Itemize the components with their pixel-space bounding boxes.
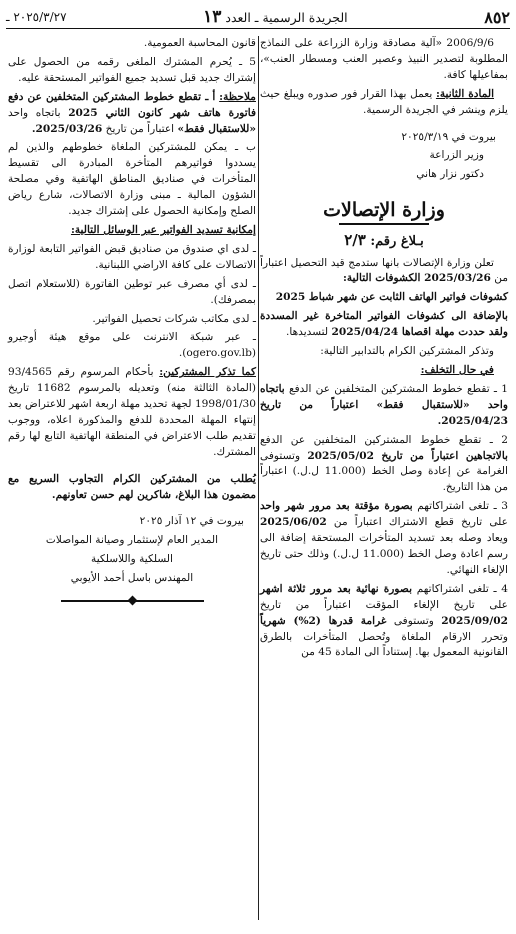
measure-3-mid: على تاريخ قطع الاشتراك اعتباراً من	[333, 516, 508, 529]
payment-option-1: ـ لدى اي صندوق من صناديق قبض الفواتير التابعة لوزارة الاتصالات على كافة الاراضي اللبنانية.	[8, 242, 256, 271]
notice-value: ٢/٣	[344, 230, 366, 249]
measure-4-tail: وتحرر الارقام الملغاة وتُحصل المتأخرات بالطرق القانونية المعمول بها. إستناداً الى المادة 45 من	[260, 630, 508, 659]
measure-2-bold: بالاتجاهين اعتباراً من تاريخ 2025/05/02	[307, 449, 508, 462]
right-column	[260, 36, 508, 664]
measure-3-text: 3 ـ تلغى اشتراكاتهم	[417, 500, 508, 513]
measure-4-bold: بصورة نهائية بعد مرور ثلاثة اشهر	[260, 582, 413, 595]
note-a-date: 2025/03/26.	[31, 122, 103, 135]
publication-title	[67, 7, 485, 27]
accounting-law: قانون المحاسبة العمومية.	[143, 37, 256, 49]
signature-date: بيروت في ٢٠٢٥/٣/١٩	[401, 130, 496, 143]
notice-intro-date: 2025/03/26 الكشوفات التالية:	[342, 272, 491, 285]
reminder-text: وتذكر المشتركين الكرام بالتدابير التالية:	[320, 345, 494, 358]
notice-label: بـلاغ رقم:	[370, 233, 424, 249]
issue-number: ١٣	[203, 7, 222, 27]
ministry-heading: وزارة الإتصالات	[323, 199, 445, 222]
page-header	[6, 6, 510, 29]
measure-5: 5 ـ يُحرم المشترك الملغى رقمه من الحصول على إشتراك جديد قبل تسديد جميع الفواتير المستحقة عليه.	[8, 55, 256, 84]
signature-name: دكتور نزار هاني	[416, 168, 484, 181]
director-title-2: السلكية واللاسلكية	[91, 553, 173, 566]
payment-heading: إمكانية تسديد الفواتير عبر الوسائل التالية:	[70, 223, 256, 236]
measure-4-fine: غرامة قدرها (2%) شهرياً	[260, 614, 387, 627]
measure-3	[260, 499, 508, 579]
column-divider	[258, 36, 259, 920]
cooperation-request: يُطلب من المشتركين الكرام التجاوب السريع مع مضمون هذا البلاغ، شاكرين لهم حسن تعاونهم.	[8, 472, 256, 501]
measure-2	[260, 433, 508, 497]
measure-1-text: 1 ـ تقطع خطوط المشتركين المتخلفين عن الدفع	[288, 382, 508, 395]
note-a-receive-only: «للاستقبال فقط»	[177, 122, 256, 135]
payment-option-4: ـ عبر شبكة الانترنت على موقع هيئة أوجيرو (ogero.gov.lb).	[8, 331, 256, 360]
signature-title: وزير الزراعة	[429, 149, 484, 162]
item-february: كشوفات فواتير الهاتف الثابت عن شهر شباط 2025	[275, 291, 508, 304]
ministry-underline	[339, 223, 429, 225]
measure-4	[260, 582, 508, 662]
notice-intro	[260, 256, 508, 288]
item-overdue-tail: لتسديدها.	[285, 326, 329, 339]
measure-3-bold: بصورة مؤقتة بعد مرور شهر واحد	[260, 500, 413, 513]
director-title-1: المدير العام لإستثمار وصيانة المواصلات	[45, 534, 219, 547]
measure-2-text: 2 ـ تقطع خطوط المشتركين المتخلفين عن الدفع	[260, 433, 508, 446]
notice-intro-text: تعلن وزارة الإتصالات بانها ستدمج قيد التحصيل اعتباراً من	[260, 256, 508, 285]
measure-3-tail: ويعاد وصله بعد تسديد المتأخرات المستحقة إضافة الى رسم اعادة وصل الخط (11.000 ل.ل.) وذلك حتى تاريخ الإلغاء النهائي.	[260, 532, 508, 576]
article-two	[260, 87, 508, 119]
item-overdue	[260, 309, 508, 341]
director-sign-date: بيروت في ١٢ آذار ٢٠٢٥	[139, 515, 244, 528]
director-name: المهندس باسل أحمد الأيوبي	[70, 572, 194, 585]
article-two-text: يعمل بهذا القرار فور صدوره ويبلغ حيث يلزم وينشر في الجريدة الرسمية.	[260, 87, 508, 116]
measure-4-mid2: وتستوفى	[393, 614, 434, 627]
measure-1	[260, 382, 508, 430]
payment-option-2: ـ لدى أي مصرف عبر توطين الفاتورة (للاستعلام اتصل بمصرفك).	[8, 277, 256, 306]
note-b: ب ـ يمكن للمشتركين الملغاة خطوطهم والذين لم يسددوا فواتيرهم المتأخرة المبادرة الى تقسيط المتأخرات في صناديق المناطق الهاتفية وفي مصلحة الشؤون المالية ـ مبنى وزارة الاتصالات، شارع رياض الصلح وإمكانية الحصول على إشتراك جديد.	[8, 141, 256, 218]
note-a-direction: باتجاه واحد	[8, 106, 61, 119]
decision-text: 2006/9/6 «آلية مصادقة وزارة الزراعة على النماذج المطلوبة لتصدير النبيذ وعصير العنب ومسطار العنب»، بمفاعيلها كافة.	[260, 37, 508, 81]
note-a-invoice: فاتورة هاتف شهر كانون الثاني 2025	[68, 106, 257, 119]
reminder-decree-label: كما تذكر المشتركين:	[159, 366, 256, 379]
reminder-decree-text: بأحكام المرسوم رقم 93/4565 (المادة الثالثة منه) وتعديله بالمرسوم 11682 تاريخ 1998/01/30 لجهة تحديد مهلة اربعة اشهر للاعتراض بعد إنتهاء المهلة المحددة للدفع والمذكورة اعلاه، ووجوب تقديم طلب الاعتراض في المنطقة الهاتفية التابع لها رقم المشترك.	[8, 366, 256, 458]
note-a-tail: اعتباراً من تاريخ	[105, 122, 175, 135]
measure-1-bold: باتجاه واحد «للاستقبال فقط» اعتباراً من تاريخ 2025/04/23.	[260, 382, 508, 427]
late-case-heading: في حال التخلف:	[420, 364, 494, 376]
measure-4-mid: على تاريخ الإلغاء المؤقت اعتباراً من تاريخ	[260, 598, 508, 611]
payment-option-3: ـ لدى مكاتب شركات تحصيل الفواتير.	[92, 312, 256, 325]
notice-number	[260, 230, 508, 250]
measure-3-date: 2025/06/02	[260, 516, 327, 529]
note-a	[8, 90, 256, 138]
issue-date: ٢٠٢٥/٣/٢٧ ـ	[6, 10, 67, 24]
note-a-text: أ ـ تقطع خطوط المشتركين المتخلفين عن دفع	[8, 90, 216, 103]
note-label: ملاحظة:	[219, 90, 256, 103]
article-two-label: المادة الثانية:	[435, 87, 495, 100]
measure-4-date: 2025/09/02	[441, 614, 508, 627]
end-ornament	[8, 597, 256, 604]
reminder-decree	[8, 365, 256, 460]
left-column	[8, 36, 256, 614]
measure-2-tail: وتستوفى الغرامة عن إعادة وصل الخط (11.000 ل.ل.) اعتباراً من هذا التاريخ.	[260, 449, 508, 494]
page-number: ٨٥٢	[484, 7, 510, 27]
item-overdue-bold: بالإضافة الى كشوفات الفواتير المتاخرة غير المسددة ولقد حددت مهلة اقصاها 2025/04/24	[260, 310, 508, 339]
measure-4-text: 4 ـ تلغى اشتراكاتهم	[416, 582, 509, 595]
publication-name: الجريدة الرسمية ـ العدد	[225, 10, 348, 25]
